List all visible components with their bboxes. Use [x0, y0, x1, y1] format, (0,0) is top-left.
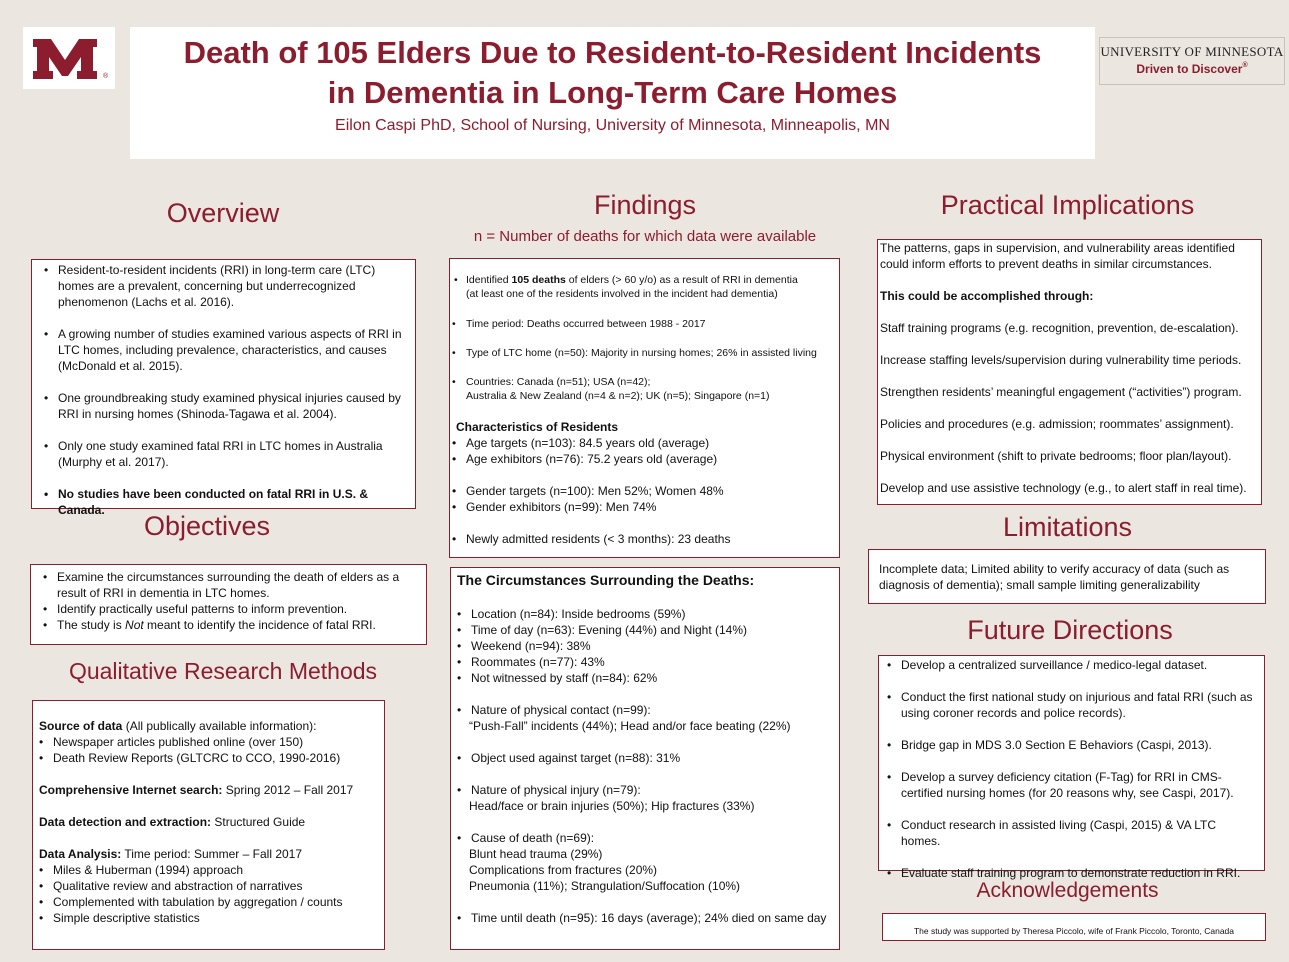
circumstance-injury-detail: Head/face or brain injuries (50%); Hip fractures (33%) [469, 799, 755, 813]
acknowledgements-title: Acknowledgements [976, 879, 1159, 902]
circumstance-item: • Location (n=84): Inside bedrooms (59%) [471, 606, 833, 622]
methods-analysis-item: • Simple descriptive statistics [53, 910, 378, 926]
methods-title: Qualitative Research Methods [68, 658, 378, 684]
circumstance-contact-detail: “Push-Fall” incidents (44%); Head and/or face beating (22%) [469, 719, 791, 733]
characteristic-item: • Age exhibitors (n=76): 75.2 years old (average) [466, 451, 833, 467]
circumstance-item: • Not witnessed by staff (n=84): 62% [471, 670, 833, 686]
finding-home-type: • Type of LTC home (n=50): Majority in nursing homes; 26% in assisted living [466, 346, 833, 360]
umn-tagline: Driven to Discover [1136, 62, 1243, 76]
implication-item: Develop and use assistive technology (e.g., to alert staff in real time). [880, 481, 1247, 495]
methods-detection: Data detection and extraction: Structured Guide [39, 815, 306, 829]
methods-analysis-item: • Miles & Huberman (1994) approach [53, 862, 378, 878]
finding-deaths: • Identified 105 deaths of elders (> 60 y/o) as a result of RRI in dementia [454, 274, 798, 286]
implication-item: Policies and procedures (e.g. admission; roommates’ assignment). [880, 417, 1234, 431]
methods-search: Comprehensive Internet search: Spring 2012 – Fall 2017 [39, 783, 354, 797]
implications-through: This could be accomplished through: [880, 289, 1094, 303]
objective-item: • The study is Not meant to identify the incidence of fatal RRI. [57, 617, 418, 633]
overview-box [31, 259, 416, 517]
poster-title-line2: in Dementia in Long-Term Care Homes [327, 75, 898, 110]
objectives-box [30, 564, 427, 645]
findings-title: Findings [593, 190, 697, 220]
objective-item: • Examine the circumstances surrounding the death of elders as a result of RRI in dementia in LTC homes. [57, 569, 418, 601]
umn-wordmark [1099, 37, 1285, 85]
implications-intro: The patterns, gaps in supervision, and vulnerability areas identified could inform efforts to prevent deaths in similar circumstances. [880, 241, 1235, 271]
future-item: • Develop a centralized surveillance / medico-legal dataset. [901, 657, 1258, 673]
methods-analysis-item: • Complemented with tabulation by aggregation / counts [53, 894, 378, 910]
overview-item: • Resident-to-resident incidents (RRI) in long-term care (LTC) homes are a prevalent, concerning but underrecognized phenomenon (Lachs et al. 2016). [58, 262, 407, 310]
circumstance-cause: • Cause of death (n=69): [471, 830, 833, 846]
objective-item: • Identify practically useful patterns to inform prevention. [57, 601, 418, 617]
circumstance-cause-detail: Blunt head trauma (29%) [469, 847, 603, 861]
overview-title: Overview [166, 198, 280, 228]
implication-item: Increase staffing levels/supervision during vulnerability time periods. [880, 353, 1242, 367]
circumstance-item: • Weekend (n=94): 38% [471, 638, 833, 654]
future-title: Future Directions [967, 615, 1173, 645]
implication-item: Strengthen residents’ meaningful engagement (“activities”) program. [880, 385, 1242, 399]
circumstance-cause-detail: Complications from fractures (20%) [469, 863, 658, 877]
future-item: • Bridge gap in MDS 3.0 Section E Behaviors (Caspi, 2013). [901, 737, 1258, 753]
umn-wordmark-line1: UNIVERSITY OF MINNESOTA [1100, 44, 1284, 59]
implication-item: Physical environment (shift to private bedrooms; floor plan/layout). [880, 449, 1232, 463]
circumstance-item: • Roommates (n=77): 43% [471, 654, 833, 670]
finding-countries: • Countries: Canada (n=51); USA (n=42); [466, 375, 833, 389]
methods-analysis: Data Analysis: Time period: Summer – Fall 2017 [39, 847, 303, 861]
circumstance-item: • Time of day (n=63): Evening (44%) and Night (14%) [471, 622, 833, 638]
characteristic-item: • Gender exhibitors (n=99): Men 74% [466, 499, 833, 515]
methods-analysis-item: • Qualitative review and abstraction of narratives [53, 878, 378, 894]
poster-author: Eilon Caspi PhD, School of Nursing, University of Minnesota, Minneapolis, MN [335, 117, 890, 134]
future-item: • Evaluate staff training program to demonstrate reduction in RRI. [901, 865, 1258, 881]
implications-title: Practical Implications [940, 190, 1195, 220]
circumstance-contact: • Nature of physical contact (n=99): [471, 702, 833, 718]
acknowledgements-text: The study was supported by Theresa Piccolo, wife of Frank Piccolo, Toronto, Canada [913, 926, 1235, 936]
limitations-box [868, 549, 1266, 604]
circumstance-object: • Object used against target (n=88): 31% [471, 750, 833, 766]
overview-item: • No studies have been conducted on fatal RRI in U.S. & Canada. [58, 486, 407, 518]
methods-source: Source of data (All publically available information): [39, 719, 317, 733]
circumstance-cause-detail: Pneumonia (11%); Strangulation/Suffocation (10%) [469, 879, 741, 893]
block-m-icon [23, 27, 115, 89]
overview-item: • One groundbreaking study examined physical injuries caused by RRI in nursing homes (Shinoda-Tagawa et al. 2004). [58, 390, 407, 422]
umn-m-logo [23, 27, 115, 89]
registered-mark: ® [103, 73, 109, 80]
future-item: • Develop a survey deficiency citation (F-Tag) for RRI in CMS-certified nursing homes (for 20 reasons why, see Caspi, 2017). [901, 769, 1258, 801]
findings-box [449, 258, 840, 558]
limitations-title: Limitations [1002, 512, 1133, 542]
objectives-title: Objectives [143, 511, 271, 541]
acknowledgements-box [882, 913, 1266, 941]
future-item: • Conduct the first national study on injurious and fatal RRI (such as using coroner records and police records). [901, 689, 1258, 721]
implication-item: Staff training programs (e.g. recognition, prevention, de-escalation). [880, 321, 1239, 335]
finding-deaths-note: (at least one of the residents involved in the incident had dementia) [466, 288, 778, 300]
tagline-registered-mark: ® [1242, 62, 1248, 69]
findings-subtitle: n = Number of deaths for which data were available [473, 228, 817, 245]
title-banner [130, 27, 1095, 159]
methods-box [32, 700, 385, 950]
circumstance-injury: • Nature of physical injury (n=79): [471, 782, 833, 798]
limitations-text: Incomplete data; Limited ability to verify accuracy of data (such as diagnosis of dementia); small sample limiting generalizability [879, 562, 1230, 592]
overview-item: • A growing number of studies examined various aspects of RRI in LTC homes, including prevalence, characteristics, and causes (McDonald et al. 2015). [58, 326, 407, 374]
characteristics-title: Characteristics of Residents [456, 420, 619, 434]
finding-time-period: • Time period: Deaths occurred between 1988 - 2017 [466, 317, 833, 331]
methods-source-item: • Death Review Reports (GLTCRC to CCO, 1990-2016) [53, 750, 378, 766]
future-item: • Conduct research in assisted living (Caspi, 2015) & VA LTC homes. [901, 817, 1258, 849]
finding-countries-cont: Australia & New Zealand (n=4 & n=2); UK (n=5); Singapore (n=1) [466, 390, 770, 402]
characteristic-item: • Age targets (n=103): 84.5 years old (average) [466, 435, 833, 451]
characteristic-item: • Newly admitted residents (< 3 months): 23 deaths [466, 531, 833, 547]
implications-box [877, 239, 1262, 505]
methods-source-item: • Newspaper articles published online (over 150) [53, 734, 378, 750]
circumstances-title: The Circumstances Surrounding the Deaths: [457, 572, 755, 588]
circumstances-box [450, 567, 840, 950]
characteristic-item: • Gender targets (n=100): Men 52%; Women 48% [466, 483, 833, 499]
circumstance-time-until: • Time until death (n=95): 16 days (average); 24% died on same day [471, 910, 833, 926]
poster-title-line1: Death of 105 Elders Due to Resident-to-Resident Incidents [183, 35, 1042, 70]
overview-item: • Only one study examined fatal RRI in LTC homes in Australia (Murphy et al. 2017). [58, 438, 407, 470]
future-box [878, 655, 1265, 880]
